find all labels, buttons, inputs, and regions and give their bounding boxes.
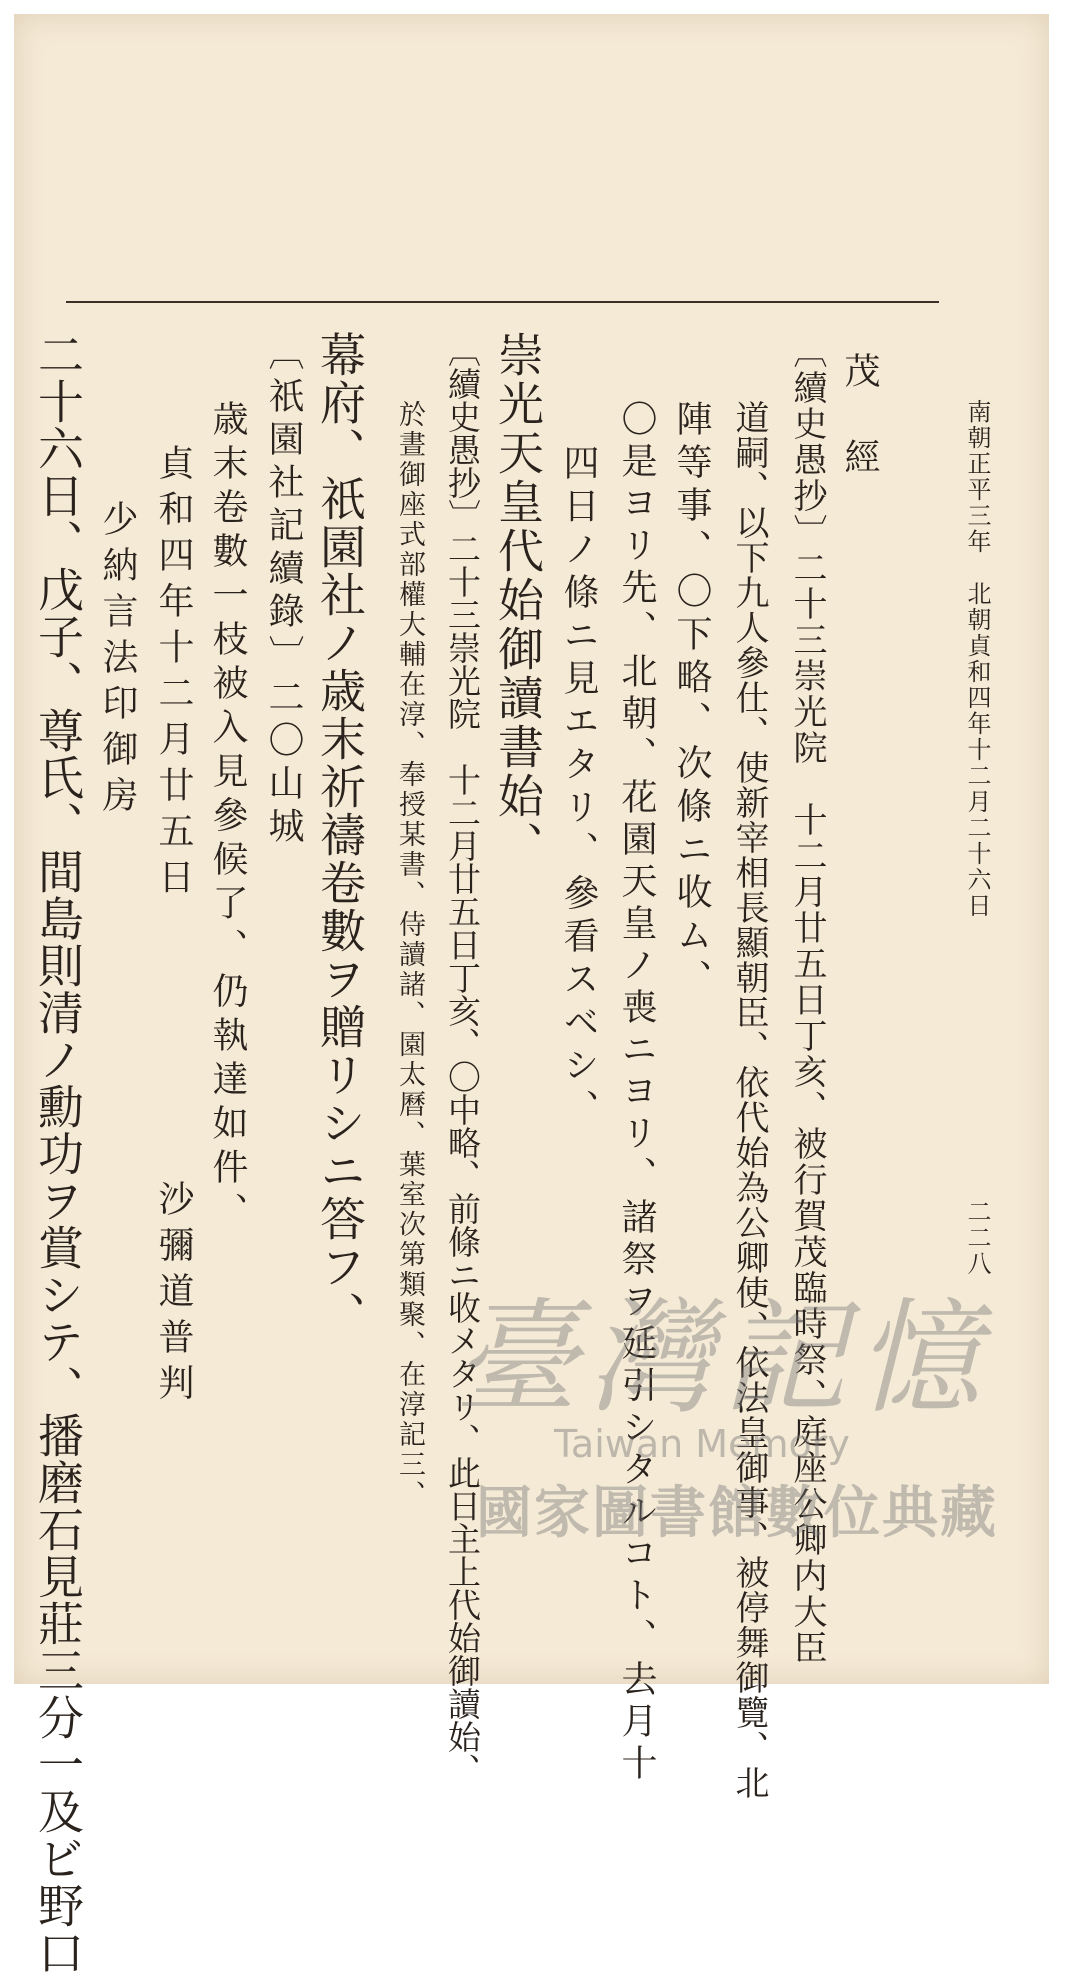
text-column: 〔祇園社記續錄〕二〇山城 <box>263 334 304 850</box>
text-column: 少納言法印御房 <box>97 500 138 822</box>
header-rule <box>66 301 939 303</box>
page-number: 二二八 <box>963 1199 991 1277</box>
watermark-logo: 臺灣記憶 <box>454 1287 991 1431</box>
watermark-english: Taiwan Memory <box>554 1422 850 1466</box>
document-page <box>14 14 1049 1976</box>
text-column: 〔續史愚抄〕二十三崇光院 十二月廿五日丁亥、被行賀茂臨時祭、庭座公卿内大臣 <box>787 334 827 1666</box>
text-column: 二十六日、戊子、尊氏、間島則清ノ勳功ヲ賞シテ、播磨石見莊三分一及ビ野口 <box>31 331 85 1976</box>
text-column: 道嗣、以下九人參仕、使新宰相長顯朝臣、依代始為公卿使、依法皇御事、被停舞御覽、北 <box>729 400 769 1800</box>
text-column: 陣等事、〇下略、次條ニ收ム、 <box>671 400 712 1002</box>
text-column: 茂 經 <box>839 352 880 481</box>
text-column: 〔續史愚抄〕二十三崇光院 十二月廿五日丁亥、〇中略、前條ニ收メタリ、此日主上代始御讀始、 <box>443 334 482 1786</box>
text-column: 貞和四年十二月廿五日 沙彌道普判 <box>153 444 194 1410</box>
text-column: 歳末卷數一枝被入見參候了、仍執達如件、 <box>207 400 248 1236</box>
section-heading: 幕府、祇園社ノ歳末祈禱卷數ヲ贈リシニ答フ、 <box>313 331 367 1339</box>
text-column: 四日ノ條ニ見エタリ、參看スベシ、 <box>558 444 599 1132</box>
text-column: 於晝御座式部權大輔在淳、奉授某書、侍讀諸、園太曆、葉室次第類聚、在淳記三、 <box>394 400 425 1510</box>
text-column: 〇是ヨリ先、北朝、花園天皇ノ喪ニヨリ、諸祭ヲ延引シタルコト、去月十 <box>616 400 657 1786</box>
section-heading: 崇光天皇代始御讀書始、 <box>491 331 545 870</box>
era-heading: 南朝正平三年 北朝貞和四年十二月二十六日 <box>963 399 991 919</box>
watermark-institution: 國家圖書館數位典藏 <box>476 1481 998 1546</box>
